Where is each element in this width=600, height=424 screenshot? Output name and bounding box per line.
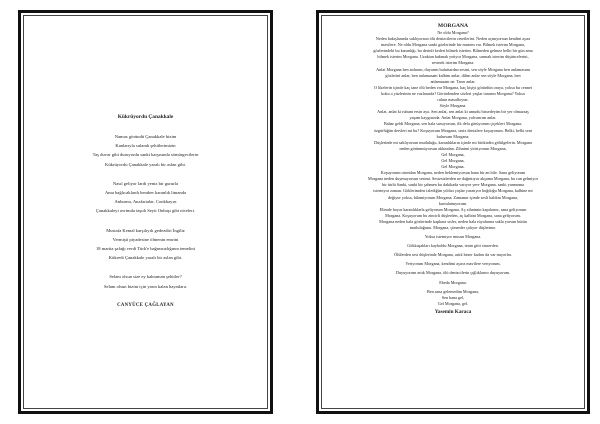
right-page-inner-border-right [584, 15, 585, 409]
poem-line: Çanakkaleyi avrimda taşıdı Seyit Onbaşı gibi niceleri. [95, 208, 196, 214]
left-stanza-1 [30, 132, 261, 169]
poem-line: Anburnu, Anafartalar, Conkbayırı [114, 199, 177, 205]
poem-line: Düşlerinde mi saklıyorsun mutluluğu, karanlıkların içinde mi birikirdin gölülgelerin. Morgana [374, 139, 532, 145]
poem-line: bilmek isterim Morgana. Uzaktan bakmak yetiyor Morgana, sarmak isterim düşüncelerini, [377, 54, 529, 60]
poem-line: özgürlüğün dersleri mi bu? Koşuyorum Morgana, sesiz denizlere koşuyorum. Belki, belki seni [373, 127, 533, 133]
left-page-border-right [270, 10, 273, 414]
left-stanza-4 [30, 272, 261, 290]
poem-line: Kükrüyordu Çanakkale yaralı bir aslan gibi. [105, 161, 186, 167]
poem-line: Gel Morgana, gel. [437, 300, 469, 306]
poem-line: Namus göründü Çanakkale bizim [114, 134, 177, 139]
poem-line: Morgana neden hala gözlerinde kapkara sisler, neden hala rüyalarına sakla yorsun bütün [379, 218, 527, 224]
poem-line: mutluluğunu. Morgana, çimenler çalıyor düşlerime. [409, 225, 497, 230]
poem-line: Bahar geldi Morgana, sen hala susuyorsun, ilk defa görüyorum çiçekleri Morgana, [383, 121, 523, 127]
poem-line: bir türlü Sanki, sanki bir şahmen bu dakikada varıyor yere Morgana, sanki yanmama [382, 182, 524, 188]
left-page-inner-border-right [267, 15, 268, 409]
left-page-border-left [18, 10, 21, 414]
poem-line: koku o yüzlerinin ne vazlarında? Görürdenden sözleri yaşlar tanırım Morgana? Yoksa [381, 90, 525, 96]
poem-line: sevmek isterim Morgana. [431, 60, 475, 66]
poem-line: Taş duvar gibi duruyordu sanki karşısında sömürgecilerin [92, 152, 199, 158]
right-page-border-right [587, 10, 590, 414]
left-stanza-2 [30, 179, 261, 216]
poem-line: Veriyorum Morgana, kendimi aşırız mavilere veriyorum, [405, 261, 501, 267]
poem-line: O likelerin içinde kaç tane ölü beden var Morgana, kaç kişiyi götürdün oraya, yoksa bu cennet [374, 84, 532, 90]
poem-line: Duyuyorum artık Morgana, ölü denizcilerin çığlıklarını duyuyorum. [395, 270, 511, 276]
left-page-inner-border-top [23, 15, 268, 16]
left-poem-title: Kükrüyordu Çanakkale [117, 114, 174, 120]
poem-line: kurtulamıyorum. [438, 200, 468, 206]
poem-line: Sen bana gel, [441, 294, 465, 300]
poem-line: gözlerini anlar, ben anlamasam kalbim anlar, dilim anlar sen söyle Morgana, ben [385, 72, 521, 78]
poem-line: Elimde boyar karanlıklarla geliyorum Morgana. Aç zihnimin kapılarını, sana geliyorum [379, 206, 527, 212]
poem-line: Koşuyorum rıtımdan Morgana, neden beklemiyorsun bana bir an bile. Sana geliyorum [380, 170, 526, 176]
left-poem [30, 22, 261, 402]
poem-line: Morgana. Koşuyorum bu zincirli düşlerden, aç kalbini Morgana, sana geliyorum. [385, 212, 521, 218]
poem-line: Yoksa istemiyor musun Morgana. [424, 234, 482, 240]
poem-line: Neden bakışlarında saklıyorsun ölü denizcilerin cesetlerini. Neden açmıyorsun kendini aşıra [375, 36, 531, 42]
right-page-inner-border-top [321, 15, 585, 16]
right-page-inner-border-bottom [321, 408, 585, 409]
poem-line: istemiyor zaman. Göklerimden izlediğim yıldızı yaşlar yaratıyor boğdoğu Morgana, kalbine mi [373, 188, 533, 194]
poem-line: Mustafa Kemal karşılıyılı gedezdiri İngiliz [106, 227, 185, 233]
poem-line: Gel Morgana. [441, 164, 465, 170]
right-page-border-bottom [316, 411, 590, 414]
right-page [316, 10, 590, 414]
poem-line: değiyor yoksa, bilamiyorum Morgana. Zamanın içinde sesli kaldım Morgana, [388, 194, 518, 200]
poem-line: Anlat Morgana ben anlarım, duyarım buluttardan sesini, sen söyle Morgana ben anlamasam [376, 66, 530, 72]
left-page [18, 10, 273, 414]
poem-line: Ebeda Morgana. [439, 279, 467, 285]
left-page-inner-border-bottom [23, 408, 268, 409]
poem-line: Kükredi Çanakkale yaralı bir aslan gibi. [108, 255, 183, 261]
right-poem-title: MORGANA [437, 23, 469, 29]
poem-line: Anlat, anlat ki ruhum ersin aya. Sen anlat, sen anlat ki umudu hissedeyim bir yer olmazsaş [377, 109, 529, 115]
right-poem [328, 22, 578, 402]
poem-line: Söyle Morgana. [439, 103, 467, 109]
poem-line: yaşam kaygısında. Anlat Morgana, yalvarırım anlat. [409, 115, 497, 121]
poem-line: anlamasam ne. Tanrı anlar. [430, 78, 476, 84]
poem-line: Ölülerden sesi düşlerinde Morgana, artık bezer kadarı da var mıyorlar. [394, 252, 512, 258]
right-page-border-top [316, 10, 590, 13]
left-stanza-3 [30, 226, 261, 263]
poem-line: Ne oldu Morgana? [437, 30, 469, 35]
poem-line: bulursam Morgana. [436, 133, 470, 139]
left-page-inner-border-left [23, 15, 24, 409]
poem-line: Selam olsun bizim için yarın kalan hayatlara. [103, 283, 188, 289]
right-page-border-left [316, 10, 319, 414]
poem-line: Selam olsun size ey kahraman şehitler? [109, 274, 182, 280]
right-page-inner-border-left [321, 15, 322, 409]
poem-line: Kanlarıyla sulandı şehitlerimizin [115, 143, 176, 149]
right-poem-body [328, 30, 578, 307]
left-page-border-bottom [18, 411, 273, 414]
poem-line: mavilere. Ne oldu Morgana sanki gözlerinde bir mazem var. Bilmek isterim Morgana, [380, 42, 526, 48]
poem-line: Gökkuşakları kayboldu Morgana, tenin gitti sisnerden. [407, 243, 499, 249]
poem-line: Gel Morgana, [441, 151, 465, 157]
poem-line: Morgana neden duymuyorsun sesimi. Sesizsizlerden ne dağıntıyor akşama Morgana, bu run gelmiyor [368, 176, 538, 182]
right-poem-block [328, 30, 578, 231]
left-page-border-top [18, 10, 273, 13]
poem-line: Vermişti piyadesine ölmenin emrini [112, 236, 179, 242]
poem-line: Ama bağlıcaklardı beraber karanlık limanda [104, 190, 187, 196]
poem-line: 18 martta şafağı verdi Türk'e bağımsızlığının temelini [96, 246, 195, 252]
left-poem-author: CANYÜCE ÇAĞLAYAN [117, 302, 174, 308]
poem-line: ruhun masalloyun. [437, 97, 469, 103]
poem-line: gözlerindeki bu karanlığı, bu derinli kederi bilmek isterim. Bilmeden gelmez belki bir gün ama [373, 48, 533, 54]
poem-line: Ben sana gelemedim Morgana, [426, 288, 480, 294]
poem-line: neden görünmüyorsun aklımdan. Zihnimi yitiriyorum Morgana, [399, 145, 507, 151]
right-poem-author: Yasemin Karaca [434, 308, 472, 315]
right-poem-block [328, 289, 578, 307]
poem-line: Gel Morgana, [441, 157, 465, 163]
poem-line: Nasıl geliyor lardı yeniz bir gururla [112, 180, 179, 186]
